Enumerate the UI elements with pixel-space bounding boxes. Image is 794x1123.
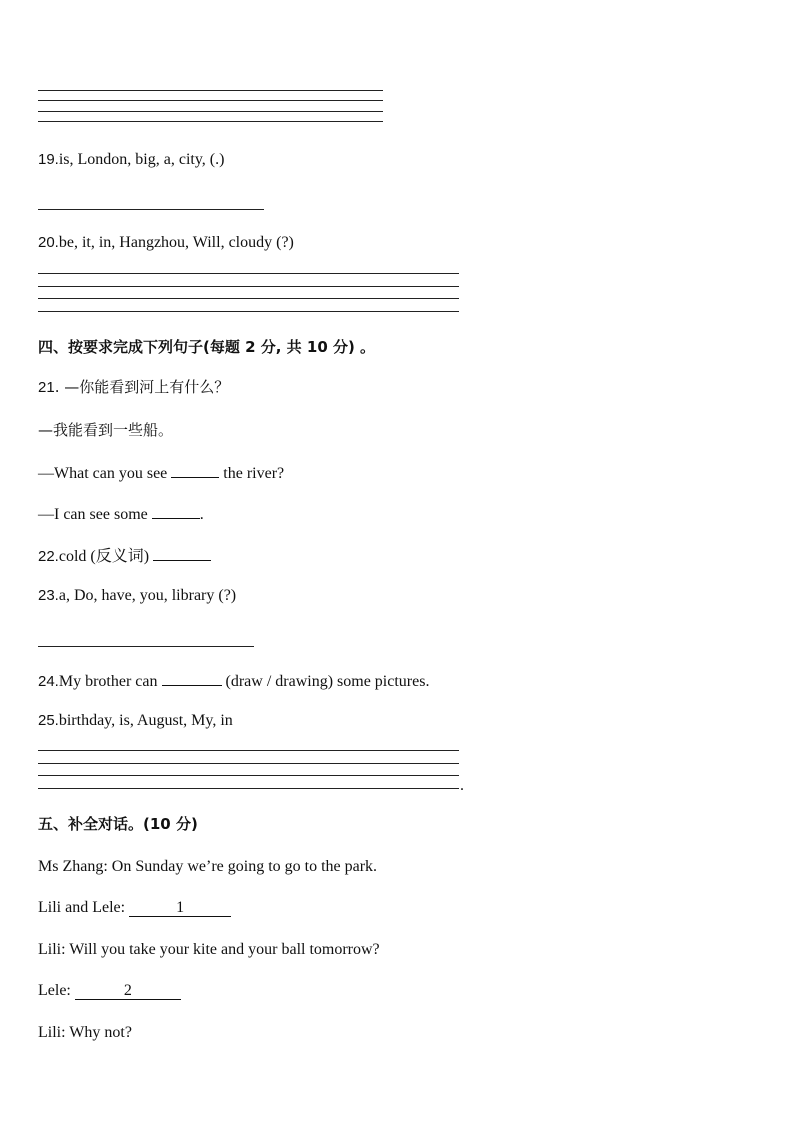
question-text: cold (反义词) xyxy=(58,548,154,565)
speaker-label: Lili and Lele: xyxy=(38,899,130,916)
answer-line[interactable] xyxy=(38,788,459,789)
dialogue-line-5: Lili: Why not? xyxy=(38,1024,132,1041)
question-number: 20. xyxy=(38,234,59,251)
question-19 xyxy=(38,150,224,170)
sentence-end: (draw / drawing) some pictures. xyxy=(221,673,430,690)
question-text: be, it, in, Hangzhou, Will, cloudy (?) xyxy=(58,234,294,251)
question-21-line-2 xyxy=(38,503,204,525)
answer-line[interactable] xyxy=(38,775,459,776)
section-4-title: 四、按要求完成下列句子(每题 2 分, 共 10 分) 。 xyxy=(38,338,376,356)
question-number: 21 xyxy=(38,379,55,396)
answer-line[interactable] xyxy=(38,311,459,312)
dialogue-line-1: Ms Zhang: On Sunday we’re going to go to the park. xyxy=(38,858,378,875)
sentence-start: I can see some xyxy=(54,506,152,523)
question-24 xyxy=(38,670,429,692)
answer-line[interactable] xyxy=(38,273,459,274)
fill-blank[interactable] xyxy=(153,545,211,561)
end-period: . xyxy=(460,777,464,794)
answer-line[interactable] xyxy=(38,750,459,751)
sentence-end: the river? xyxy=(219,465,285,482)
question-text: birthday, is, August, My, in xyxy=(58,712,233,729)
question-21 xyxy=(38,377,229,398)
dialogue-line-3: Lili: Will you take your kite and your ball tomorrow? xyxy=(38,941,380,958)
question-22 xyxy=(38,545,211,567)
question-20 xyxy=(38,233,294,253)
answer-line xyxy=(38,90,383,91)
question-number: 19. xyxy=(38,151,59,168)
answer-line[interactable] xyxy=(38,298,459,299)
answer-line[interactable] xyxy=(38,209,264,210)
dash: — xyxy=(38,506,54,523)
sentence-end: . xyxy=(199,506,204,523)
dialogue-line-2 xyxy=(38,898,231,918)
question-text: a, Do, have, you, library (?) xyxy=(58,587,237,604)
section-5-title: 五、补全对话。(10 分) xyxy=(38,815,198,833)
question-number: 25. xyxy=(38,712,59,729)
dialogue-blank-1[interactable]: 1 xyxy=(129,900,231,917)
question-25 xyxy=(38,711,233,731)
fill-blank[interactable] xyxy=(171,462,219,478)
question-23 xyxy=(38,586,236,606)
answer-line[interactable] xyxy=(38,286,459,287)
dialogue-blank-2[interactable]: 2 xyxy=(75,983,181,1000)
question-21-answer-cn: —我能看到一些船。 xyxy=(38,421,174,439)
answer-line xyxy=(38,100,383,101)
dash: — xyxy=(38,465,54,482)
speaker-label: Lele: xyxy=(38,982,75,999)
question-text-cn: . —你能看到河上有什么？ xyxy=(54,378,230,396)
dialogue-line-4 xyxy=(38,981,181,1001)
question-number: 23. xyxy=(38,587,59,604)
question-number: 22. xyxy=(38,548,59,565)
fill-blank[interactable] xyxy=(152,503,200,519)
answer-line[interactable] xyxy=(38,763,459,764)
question-number: 24. xyxy=(38,673,59,690)
answer-line[interactable] xyxy=(38,646,254,647)
answer-line xyxy=(38,121,383,122)
sentence-start: My brother can xyxy=(58,673,162,690)
answer-line xyxy=(38,111,383,112)
fill-blank[interactable] xyxy=(162,670,222,686)
sentence-start: What can you see xyxy=(54,465,172,482)
question-21-line-1 xyxy=(38,462,284,484)
question-text: is, London, big, a, city, (.) xyxy=(58,151,225,168)
